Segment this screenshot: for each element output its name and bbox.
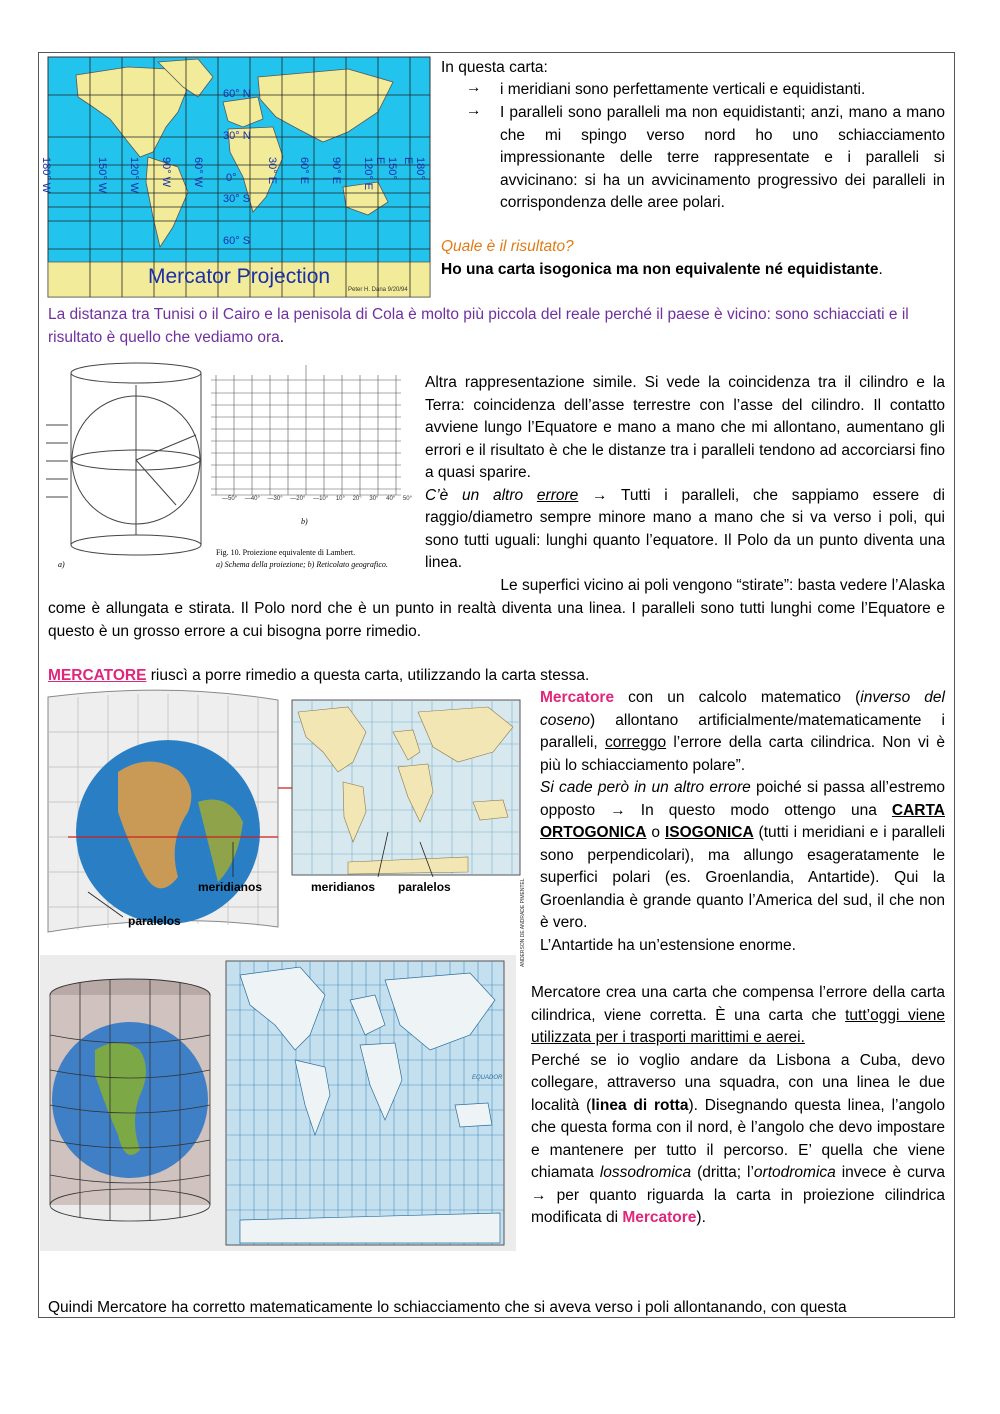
answer-period: . <box>878 261 883 278</box>
x-tick: —20° <box>290 496 306 502</box>
mercatore-title: MERCATORE <box>48 667 147 684</box>
mercatore-paragraph <box>540 687 945 957</box>
answer-bold: Ho una carta isogonica ma non equivalente né equidistante <box>441 261 879 278</box>
mercatore-p1-underline: correggo <box>604 734 667 751</box>
lon-label-150e: 150° E <box>374 157 398 180</box>
rotta-p1-a: Mercatore crea una carta che compensa l’errore della carta cilindrica, viene corretta. È una carta che <box>531 984 945 1024</box>
mercatore-p1-b: ) allontano artificialmente/matematicamente i paralleli, <box>540 711 945 751</box>
answer-text <box>441 259 883 282</box>
x-tick: 30° <box>369 496 379 502</box>
mercator-projection-map <box>40 57 430 297</box>
lat-label-0: 0° <box>226 172 237 184</box>
x-tick-labels <box>222 496 412 502</box>
lon-label-120e: 120° E <box>362 157 374 191</box>
lon-label-150w: 150° W <box>96 157 108 194</box>
lat-label-60s: 60° S <box>223 235 251 247</box>
lat-label-30s: 30° S <box>223 193 251 205</box>
mercatore-p3: L’Antartide ha un’estensione enorme. <box>540 936 796 954</box>
bullet-arrow-icon: → <box>466 102 482 119</box>
mercatore-p1-a: con un calcolo matematico ( <box>614 689 861 706</box>
x-tick: 20° <box>352 496 362 502</box>
rotta-p2-b: ). Disegnando questa linea, l’angolo che questa forma con il nord, è l’angolo che devo impostare e mantenere per tutto il percorso. E’ quella che viene chiamata <box>531 1096 945 1181</box>
ortogonica-label: ORTOGONICA <box>540 824 647 841</box>
label-paralelos-left: paralelos <box>128 914 181 928</box>
lambert-p2-italic: C’è un altro <box>425 486 537 504</box>
lossodromica: lossodromica <box>599 1164 692 1181</box>
map-title: Mercator Projection <box>148 265 331 288</box>
x-tick: —50° <box>222 496 238 502</box>
mercatore-p2-a: poiché si passa all’estremo opposto → In questo modo ottengo una <box>540 779 945 819</box>
rotta-p2-d: invece è curva → per quanto riguarda la carta in proiezione cilindrica modificata di <box>531 1164 945 1226</box>
lambert-p2-underline: errore <box>536 486 579 504</box>
x-tick: 40° <box>386 496 396 502</box>
rotta-paragraph <box>531 982 945 1230</box>
x-tick: —10° <box>313 496 329 502</box>
x-tick: —30° <box>267 496 283 502</box>
label-meridianos-right: meridianos <box>311 880 376 894</box>
lon-label-90e: 90° E <box>330 157 342 185</box>
lambert-p3-first: Le superfici vicino ai poli vengono “stirate”: basta vedere l’Alaska <box>500 577 945 594</box>
mercatore-p1-italic: inverso del coseno <box>540 689 945 729</box>
carta-label: CARTA <box>891 801 945 819</box>
purple-paragraph <box>48 304 948 349</box>
label-paralelos-right: paralelos <box>398 880 451 894</box>
figure-caption-title: Fig. 10. Proiezione equivalente di Lambert. <box>216 548 356 557</box>
subfigure-label-a: a) <box>58 560 65 569</box>
x-tick: —40° <box>244 496 260 502</box>
mercatore-pink-end: Mercatore <box>622 1209 697 1226</box>
question-text: Quale è il risultato? <box>441 238 574 255</box>
lon-label-90w: 90° W <box>160 157 172 188</box>
purple-text: La distanza tra Tunisi o il Cairo e la penisola di Cola è molto più piccola del reale perché il paese è vicino: sono schiacciati e il risultato è quello che vediamo ora <box>48 306 909 346</box>
lambert-projection-figure <box>46 355 416 575</box>
lambert-p1: Altra rappresentazione simile. Si vede la coincidenza tra il cilindro e la Terra: coincidenza dell’asse terrestre con l’asse del cilindro. Il contatto avviene lungo l’Equatore e mano a mano che mi allontano, aumentano gli errori e il risultato è che le distanze tra i paralleli tendono ad accorciarsi fino a quasi sparire. <box>425 374 945 481</box>
mercatore-heading-rest: riuscì a porre rimedio a questa carta, utilizzando la carta stessa. <box>146 667 590 684</box>
x-tick: 50° <box>402 496 412 502</box>
rotta-p2-c: (dritta; l’ <box>691 1164 754 1181</box>
map-credit: Peter H. Dana 9/20/94 <box>348 287 408 293</box>
rotta-p2-e: ). <box>696 1209 706 1226</box>
isogonica-label: ISOGONICA <box>664 824 754 841</box>
bullet-paralleli: I paralleli sono paralleli ma non equidistanti; anzi, mano a mano che mi spingo verso nord ho uno schiacciamento impressionante delle terre rappresentate e i paralleli si avvicinano: si ha un avvicinamento progressivo dei paralleli in corrispondenza delle aree polari. <box>500 104 945 211</box>
lon-label-180w: 180° W <box>40 157 52 194</box>
bullet-meridiani: i meridiani sono perfettamente verticali e equidistanti. <box>500 81 866 98</box>
mercatore-p2-b: (tutti i meridiani e i paralleli sono perpendicolari), ma allungo esageratamente le superfici polari (es. Groenlandia, Antartide). Qui la Groenlandia è grande quanto l’America del sud, il che non è vero. <box>540 824 946 931</box>
purple-end: . <box>279 328 285 346</box>
rotta-p1-underline: tutt’oggi viene utilizzata per i trasporti marittimi e aerei. <box>531 1006 945 1046</box>
mercatore-p2-italic: Si cade però in un altro errore <box>540 779 751 796</box>
lambert-p2-rest: → Tutti i paralleli, che sappiamo essere di raggio/diametro sempre minore mano a mano che si va verso i poli, qui sono tutti uguali: lunghi quanto l’equatore. Il Polo da un punto diventa una linea. <box>425 486 945 571</box>
bullet-arrow-icon: → <box>466 79 482 96</box>
lon-label-180e: 180° E <box>402 157 426 180</box>
lon-label-30e: 30° E <box>266 157 278 185</box>
footer-text: Quindi Mercatore ha corretto matematicamente lo schiacciamento che si aveva verso i poli allontanando, con questa <box>48 1299 847 1316</box>
intro-label: In questa carta: <box>441 59 548 76</box>
mercatore-p1-c: l’errore della carta cilindrica. Non vi è più lo schiacciamento polare”. <box>540 734 946 774</box>
ortodromica: ortodromica <box>753 1164 836 1181</box>
lon-label-60w: 60° W <box>192 157 204 188</box>
lambert-p3-rest: come è allungata e stirata. Il Polo nord che è un punto in realtà diventa una linea. I paralleli sono tutti lunghi come l’Equatore e questo è un grosso errore a cui bisogna porre rimedio. <box>48 600 945 640</box>
mercatore-heading <box>48 665 589 688</box>
lon-label-60e: 60° E <box>298 157 310 185</box>
figure-caption-sub: a) Schema della proiezione; b) Reticolato geografico. <box>216 560 388 569</box>
lat-label-60n: 60° N <box>223 88 251 100</box>
linea-di-rotta: linea di rotta <box>591 1096 689 1114</box>
cylindrical-projection-figure <box>48 692 526 942</box>
map-side-credit: ANDERSON DE ANDRADE PIMENTEL <box>520 878 526 967</box>
equator-label: EQUADOR <box>472 1075 503 1081</box>
rotta-p2-a: Perché se io voglio andare da Lisbona a Cuba, devo collegare, attraverso una squadra, con una linea le due località ( <box>531 1051 945 1114</box>
lon-label-120w: 120° W <box>128 157 140 194</box>
subfigure-label-b: b) <box>301 517 308 526</box>
lat-label-30n: 30° N <box>223 130 251 142</box>
mercatore-p2-o: o <box>646 824 665 841</box>
x-tick: 10° <box>335 496 345 502</box>
lambert-paragraph <box>425 372 945 575</box>
label-meridianos-left: meridianos <box>198 880 263 894</box>
mercatore-name: Mercatore <box>540 689 615 706</box>
